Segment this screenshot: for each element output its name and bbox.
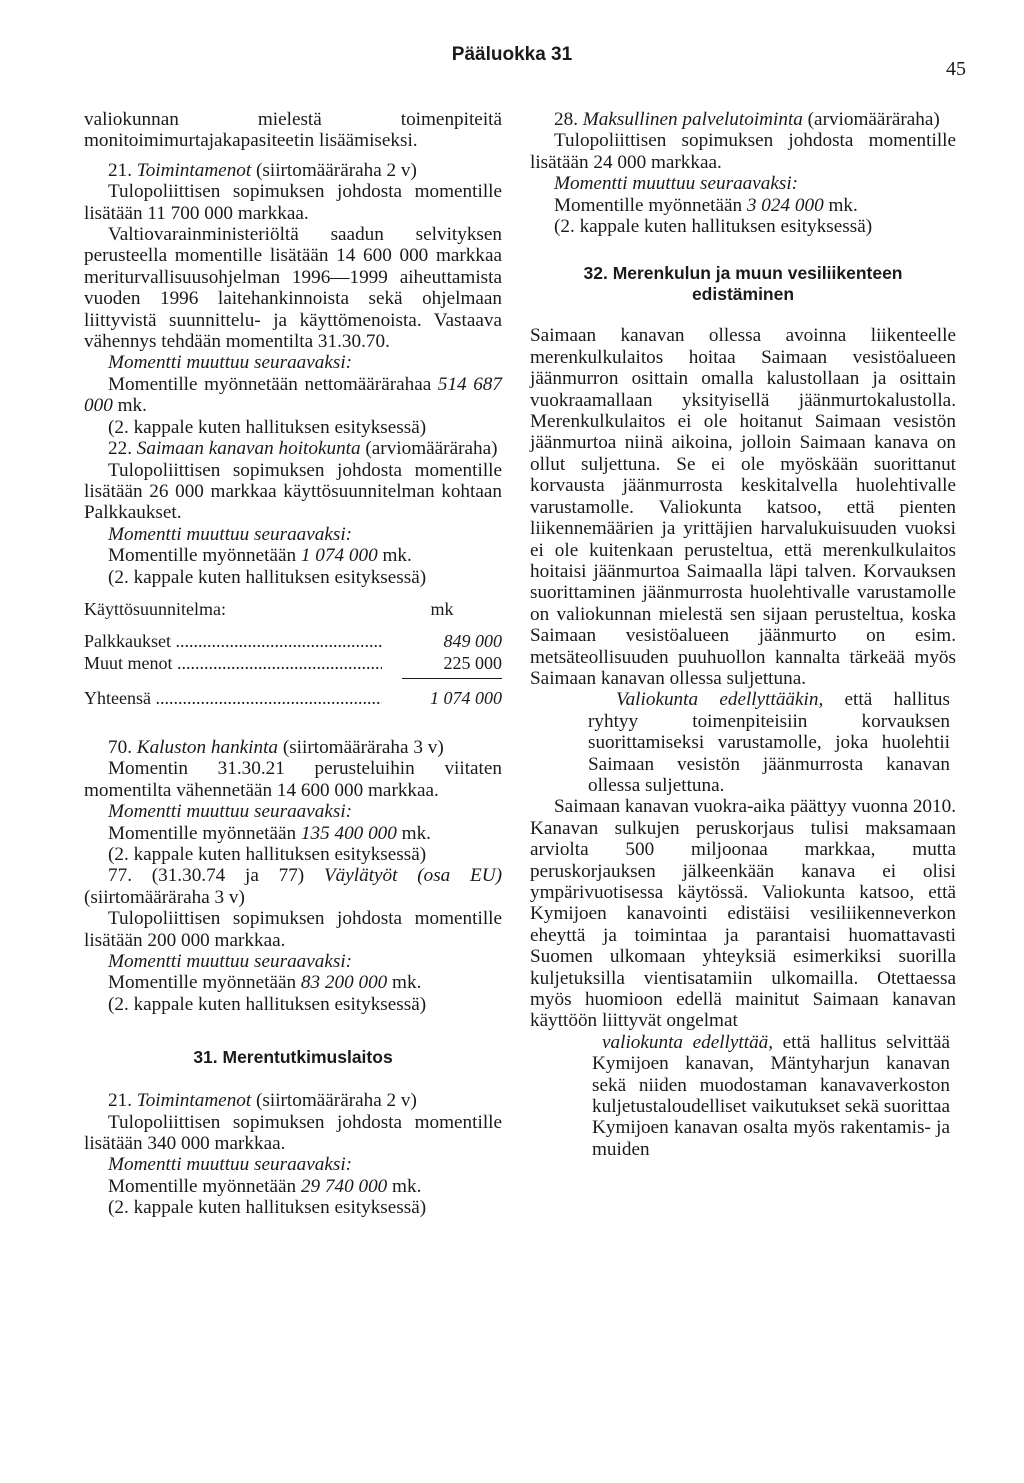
budget-table [84, 598, 502, 709]
paragraph: Valtiovarainministeriöltä saadun selvityksen perusteella momentille lisätään 14 600 000 markkaa meriturvallisuusohjelman 1996—1999 aiheuttamista vuoden 1996 laitehankinnoista sekä ohjelmaan liittyvistä suunnittelu- ja käyttömenoista. Vastaava vähennys tehdään momentilta 31.30.70. [84, 224, 502, 353]
paragraph: (2. kappale kuten hallituksen esityksessä) [108, 1197, 427, 1219]
table-row: Muut menot ..... 225 000 [84, 652, 502, 674]
appropriation-line: Momentille myönnetään 3 024 000 mk. [554, 194, 858, 216]
change-note: Momentti muuttuu seuraavaksi: [108, 801, 353, 823]
paragraph: Momentin 31.30.21 perusteluihin viitaten momentilta vähennetään 14 600 000 markkaa. [84, 758, 502, 801]
item-heading-70: 70. Kaluston hankinta (siirtomääräraha 3 v) [108, 736, 444, 758]
paragraph: (2. kappale kuten hallituksen esityksessä) [108, 843, 427, 865]
right-column [530, 109, 956, 1160]
table-total-row: Yhteensä ..... 1 074 000 [84, 687, 502, 709]
section-heading-32: 32. Merenkulun ja muun vesiliikenteen edistäminen [583, 263, 903, 305]
paragraph: (2. kappale kuten hallituksen esityksessä) [108, 566, 427, 588]
appropriation-line: Momentille myönnetään 135 400 000 mk. [108, 822, 431, 844]
paragraph: Tulopoliittisen sopimuksen johdosta momentille lisätään 340 000 markkaa. [84, 1111, 502, 1155]
committee-statement: valiokunta edellyttää, että hallitus selvittää Kymijoen kanavan, Mäntyharjun kanavan sekä niiden muodostaman kanavaverkoston kuljetustaloudelliset vaikutukset sekä suorittaa Kymijoen kanavan osalta myös rakentamis- ja muiden [592, 1031, 951, 1160]
change-note: Momentti muuttuu seuraavaksi: [108, 352, 353, 374]
paragraph: Saimaan kanavan vuokra-aika päättyy vuonna 2010. Kanavan sulkujen peruskorjaus tulisi maksamaan arviolta 500 miljoonaa markkaa, mutta peruskorjauksen jälkeenkään kanava ei olisi ympärivuotisessa käytössä. Valiokunta katsoo, että Kymijoen kanavointi edistäisi vesiliikenneverkon eheyttä ja toimintaa ja parantaisi huomattavasti Suomen ulkomaan yhteyksiä esimerkiksi suorilla kuljetuksilla vientisatamiin ulkomailla. Otettaessa myös huomioon edellä mainitut Saimaan kanavan käyttöön liittyvät ongelmat [530, 796, 956, 1032]
page-number: 45 [946, 58, 966, 80]
paragraph: Tulopoliittisen sopimuksen johdosta momentille lisätään 200 000 markkaa. [84, 908, 502, 951]
section-heading-31: 31. Merentutkimuslaitos [193, 1047, 393, 1068]
item-heading-21b: 21. Toimintamenot (siirtomääräraha 2 v) [108, 1090, 417, 1112]
change-note: Momentti muuttuu seuraavaksi: [108, 951, 353, 972]
paragraph: valiokunnan mielestä toimenpiteitä monitoimimurtajakapasiteetin lisäämiseksi. [84, 109, 502, 152]
appropriation-line: Momentille myönnetään 1 074 000 mk. [108, 545, 412, 567]
paragraph: Tulopoliittisen sopimuksen johdosta momentille lisätään 26 000 markkaa käyttösuunnitelman kohtaan Palkkaukset. [84, 459, 502, 524]
left-column [84, 109, 502, 1219]
appropriation-line: Momentille myönnetään nettomäärärahaa 514 687 000 mk. [84, 373, 502, 417]
appropriation-line: Momentille myönnetään 83 200 000 mk. [108, 972, 422, 994]
item-heading-21: 21. Toimintamenot (siirtomääräraha 2 v) [108, 159, 417, 181]
appropriation-line: Momentille myönnetään 29 740 000 mk. [108, 1175, 422, 1197]
change-note: Momentti muuttuu seuraavaksi: [108, 1154, 353, 1176]
item-heading-22: 22. Saimaan kanavan hoitokunta (arviomääräraha) [108, 438, 498, 460]
table-header-unit: mk [430, 598, 454, 619]
paragraph: Tulopoliittisen sopimuksen johdosta momentille lisätään 24 000 markkaa. [530, 130, 956, 173]
paragraph: (2. kappale kuten hallituksen esityksessä) [554, 216, 873, 238]
paragraph: Saimaan kanavan ollessa avoinna liikenteelle merenkulkulaitos hoitaa Saimaan vesistöalueen jäänmurron osittain omalla kalustollaan ja osittain vuokraamallaan yksityisellä jäänmurtokalustolla. Merenkulkulaitos ei ole hoitanut Saimaan vesistön jäänmurtoa niinä aikoina, jolloin Saimaan kanava on ollut suljettuna. Se ei ole myöskään suorittanut korvausta jäänmurrosta keskitalvella huolehtivalle varustamolle. Valiokunta katsoo, että pienten liikennemäärien ja yrittäjien harvalukuisuuden vuoksi ei ole kuitenkaan perusteltua, että merenkulkulaitos hoitaisi jäänmurtoa Saimaalla läpi talven. Korvauksen suorittaminen jäänmurrosta huolehtivalle varustamolle on valiokunnan mielestä sen sijaan perusteltua, koska Saimaan vesistöalueen jäänmurto on esim. metsäteollisuuden puuhuollon kannalta tärkeää myös Saimaan kanavan ollessa suljettuna. [530, 325, 956, 689]
table-row: Palkkaukset ..... 849 000 [84, 630, 502, 652]
change-note: Momentti muuttuu seuraavaksi: [108, 523, 353, 545]
table-header-label: Käyttösuunnitelma: [84, 598, 226, 619]
item-heading-77: 77. (31.30.74 ja 77) Väylätyöt (osa EU) (siirtomääräraha 3 v) [84, 865, 502, 908]
item-heading-28: 28. Maksullinen palvelutoiminta (arviomääräraha) [554, 109, 940, 130]
paragraph: Tulopoliittisen sopimuksen johdosta momentille lisätään 11 700 000 markkaa. [84, 181, 502, 224]
running-header: Pääluokka 31 [451, 44, 573, 65]
change-note: Momentti muuttuu seuraavaksi: [554, 173, 799, 195]
paragraph: (2. kappale kuten hallituksen esityksessä) [108, 993, 427, 1015]
paragraph: (2. kappale kuten hallituksen esityksessä) [108, 416, 427, 438]
committee-statement: Valiokunta edellyttääkin, että hallitus ryhtyy toimenpiteisiin korvauksen suorittamiseksi varustamolle, joka huolehtii Saimaan vesistön jäänmurrosta kanavan ollessa suljettuna. [588, 689, 950, 796]
